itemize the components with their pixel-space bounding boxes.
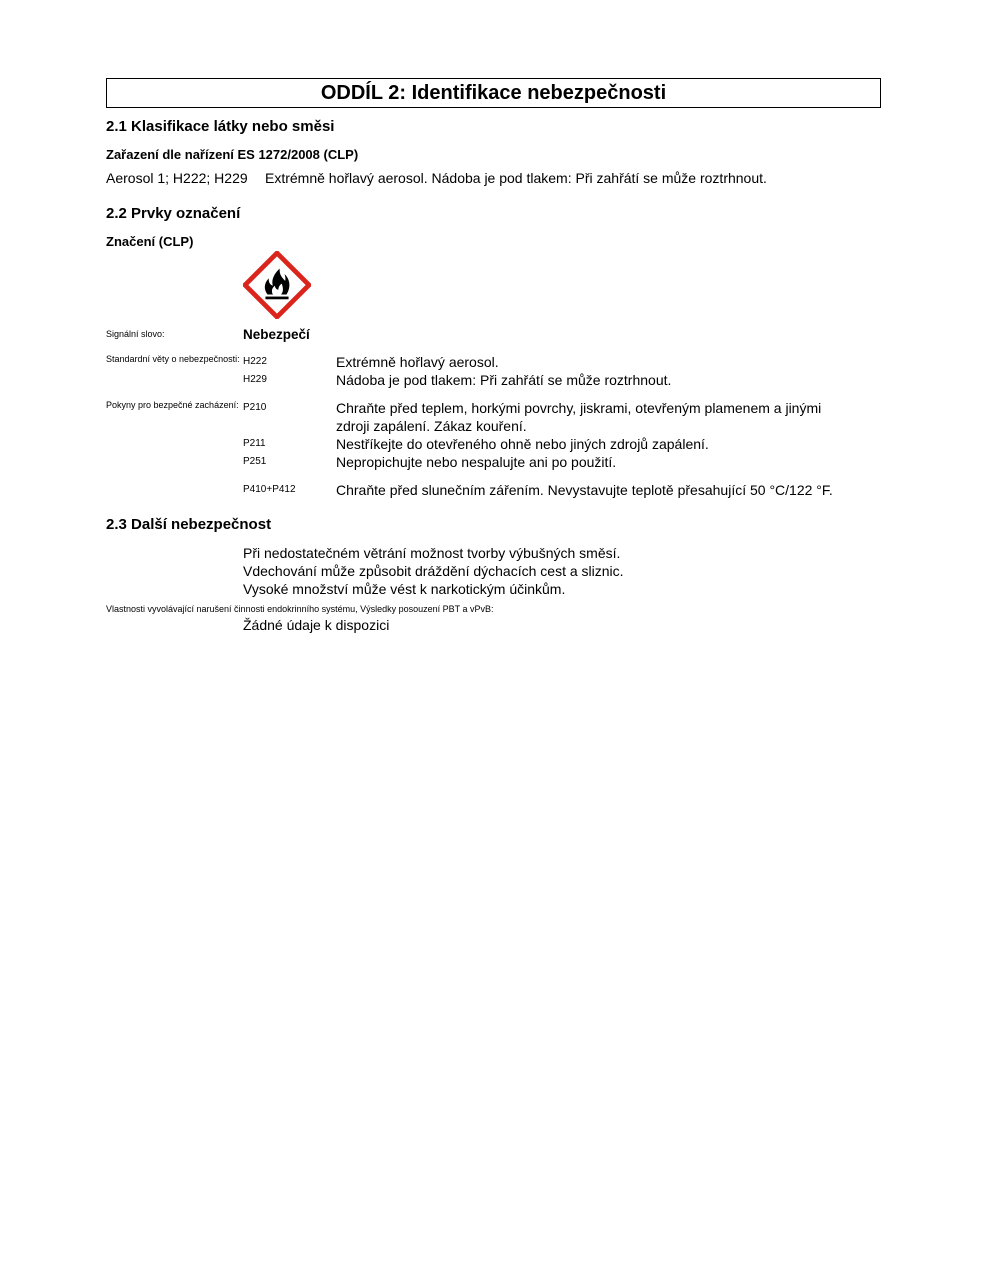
other-hazards-heading: 2.3 Další nebezpečnost [106,516,272,533]
label-elements-heading: 2.2 Prvky označení [106,205,241,222]
hazard-text: Extrémně hořlavý aerosol. [336,354,499,370]
label-elements-subheading: Značení (CLP) [106,234,194,249]
section-title-text: ODDÍL 2: Identifikace nebezpečnosti [320,81,667,104]
precautionary-statements-label: Pokyny pro bezpečné zacházení: [106,400,239,410]
flame-ghs02-icon [243,251,311,319]
precaution-text: Chraňte před teplem, horkými povrchy, jiskrami, otevřeným plamenem a jinými [336,400,822,416]
hazard-statements-label: Standardní věty o nebezpečnosti: [106,354,240,364]
precaution-text-continued: zdroji zapálení. Zákaz kouření. [336,418,527,434]
other-hazard-line: Vysoké množství může vést k narkotickým účinkům. [243,581,566,597]
hazard-code: H229 [243,374,267,385]
classification-codes: Aerosol 1; H222; H229 [106,170,248,186]
precaution-text: Nepropichujte nebo nespalujte ani po použití. [336,454,617,470]
signal-word: Nebezpečí [243,327,310,342]
classification-subheading: Zařazení dle nařízení ES 1272/2008 (CLP) [106,147,359,162]
other-hazard-line: Vdechování může způsobit dráždění dýchacích cest a sliznic. [243,563,624,579]
precaution-code: P251 [243,456,267,467]
signal-word-label: Signální slovo: [106,329,165,339]
precaution-text: Nestříkejte do otevřeného ohně nebo jiných zdrojů zapálení. [336,436,709,452]
classification-heading: 2.1 Klasifikace látky nebo směsi [106,118,335,135]
hazard-text: Nádoba je pod tlakem: Při zahřátí se může roztrhnout. [336,372,672,388]
other-hazard-line: Při nedostatečném větrání možnost tvorby výbušných směsí. [243,545,621,561]
precaution-code: P211 [243,438,266,449]
endocrine-value: Žádné údaje k dispozici [243,617,390,633]
precaution-code: P210 [243,402,267,413]
endocrine-label: Vlastnosti vyvolávající narušení činnosti endokrinního systému, Výsledky posouzení PBT a vPvB: [106,604,494,614]
precaution-text: Chraňte před slunečním zářením. Nevystavujte teplotě přesahující 50 °C/122 °F. [336,482,833,498]
classification-text: Extrémně hořlavý aerosol. Nádoba je pod tlakem: Při zahřátí se může roztrhnout. [265,170,767,186]
hazard-code: H222 [243,356,267,367]
section-title [106,78,881,108]
precaution-code: P410+P412 [243,484,296,495]
